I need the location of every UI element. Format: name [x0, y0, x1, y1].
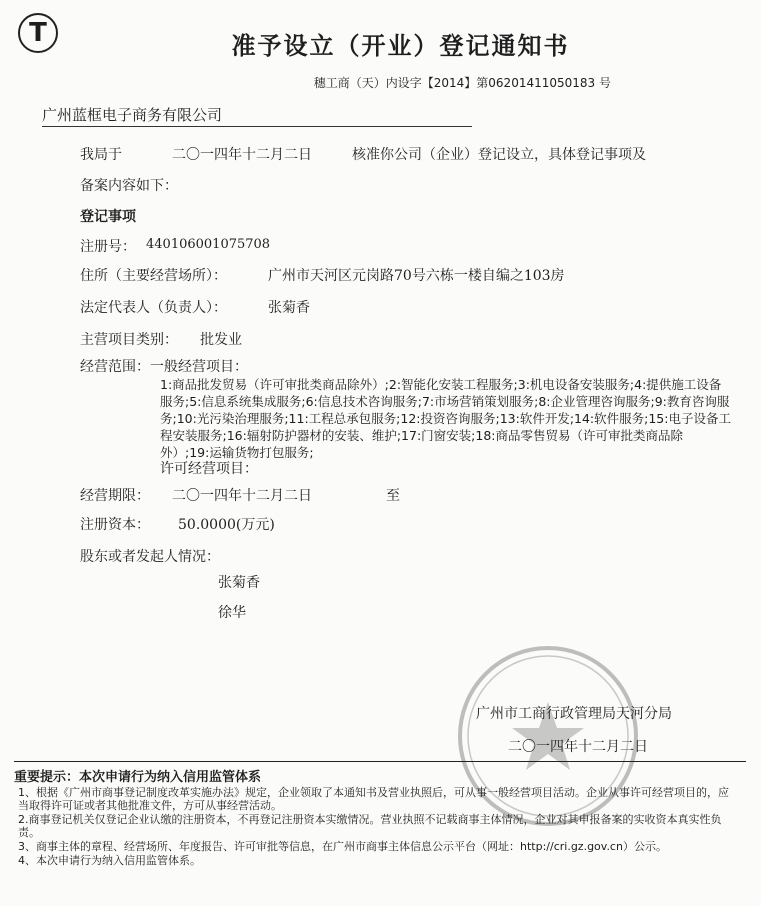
notice-item: 4、本次申请行为纳入信用监管体系。: [18, 854, 201, 867]
capital-value: 50.0000(万元): [178, 517, 275, 533]
company-name: 广州蓝框电子商务有限公司: [42, 106, 223, 124]
section-title: 登记事项: [80, 209, 136, 225]
issue-date: 二〇一四年十二月二日: [508, 739, 648, 755]
shareholders-label: 股东或者发起人情况：: [80, 549, 220, 565]
legal-rep-label: 法定代表人（负责人）：: [80, 300, 227, 316]
reg-no-label: 注册号：: [80, 239, 136, 255]
intro-date: 二〇一四年十二月二日: [172, 147, 312, 163]
notice-divider: [14, 761, 746, 762]
logo-t-icon: T: [18, 13, 58, 53]
issuing-authority: 广州市工商行政管理局天河分局: [476, 706, 672, 722]
company-underline: [42, 126, 472, 127]
notice-list: [18, 786, 738, 867]
intro-suffix: 核准你公司（企业）登记设立，具体登记事项及: [352, 147, 646, 163]
scope-label: 经营范围：一般经营项目：: [80, 359, 248, 375]
licensed-label: 许可经营项目：: [160, 461, 258, 477]
notice-item: 3、商事主体的章程、经营场所、年度报告、许可审批等信息，在广州市商事主体信息公示平台（网址：http://cri.gz.gov.cn）公示。: [18, 840, 667, 853]
address-value: 广州市天河区元岗路70号六栋一楼自编之103房: [268, 268, 565, 284]
reg-no-value: 440106001075708: [146, 237, 271, 252]
capital-label: 注册资本：: [80, 517, 150, 533]
legal-rep-value: 张菊香: [268, 300, 310, 316]
term-label: 经营期限：: [80, 488, 150, 504]
intro-prefix: 我局于: [80, 147, 122, 163]
scope-text: 1:商品批发贸易（许可审批类商品除外）;2:智能化安装工程服务;3:机电设备安装服务;4:提供施工设备服务;5:信息系统集成服务;6:信息技术咨询服务;7:市场营销策划服务;8:企业管理咨询服务;9:教育咨询服务;10:光污染治理服务;11:工程总承包服务;12:投资咨询服务;13:软件开发;14:软件服务;15:电子设备工程安装服务;16:辐射防护器材的安装、维护;17:门窗安装;18:商品零售贸易（许可审批类商品除外）;19:运输货物打包服务;: [160, 377, 731, 460]
shareholder-1: 张菊香: [218, 575, 260, 591]
main-category-label: 主营项目类别：: [80, 332, 178, 348]
document-number: 穗工商（天）内设字【2014】第06201411050183 号: [313, 76, 611, 90]
notice-item: 2.商事登记机关仅登记企业认缴的注册资本，不再登记注册资本实缴情况。营业执照不记载商事主体情况，企业对其申报备案的实收资本真实性负责。: [18, 813, 722, 839]
term-start: 二〇一四年十二月二日: [172, 488, 312, 504]
shareholder-2: 徐华: [218, 605, 246, 621]
term-to: 至: [386, 488, 400, 504]
main-category-value: 批发业: [200, 332, 242, 348]
page-title: 准予设立（开业）登记通知书: [231, 31, 570, 60]
address-label: 住所（主要经营场所）：: [80, 268, 227, 284]
notice-item: 1、根据《广州市商事登记制度改革实施办法》规定，企业领取了本通知书及营业执照后，可从事一般经营项目活动。企业从事许可经营项目的，应当取得许可证或者其他批准文件，方可从事经营活动。: [18, 786, 729, 812]
notice-title: 重要提示：本次申请行为纳入信用监管体系: [14, 770, 262, 785]
intro-line2: 备案内容如下：: [80, 178, 178, 194]
